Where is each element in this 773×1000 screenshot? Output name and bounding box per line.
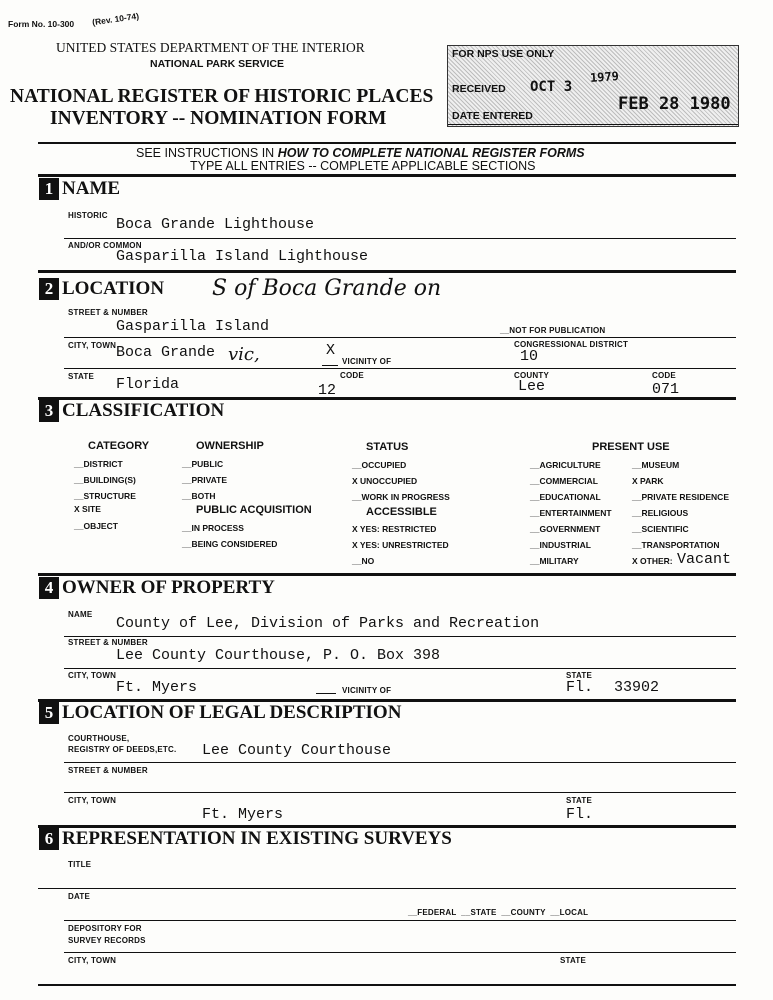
category-item: __DISTRICT xyxy=(74,459,123,469)
section-number: 6 xyxy=(39,828,59,850)
survey-city-label: CITY, TOWN xyxy=(68,956,117,965)
state-code-value: 12 xyxy=(318,382,337,399)
section-number: 1 xyxy=(39,178,59,200)
legal-state-label: STATE xyxy=(566,796,593,805)
owner-vicinity-label: VICINITY OF xyxy=(342,686,392,695)
present-use-item: X OTHER: xyxy=(632,556,673,566)
category-item: __OBJECT xyxy=(74,521,118,531)
present-use-item: __EDUCATIONAL xyxy=(530,492,601,502)
section-title: REPRESENTATION IN EXISTING SURVEYS xyxy=(62,828,452,849)
present-use-item: __AGRICULTURE xyxy=(530,460,601,470)
present-use-item: __GOVERNMENT xyxy=(530,524,601,534)
survey-date-label: DATE xyxy=(68,892,90,901)
acquisition-heading: PUBLIC ACQUISITION xyxy=(196,504,312,516)
present-use-item: __SCIENTIFIC xyxy=(632,524,689,534)
status-item: __WORK IN PROGRESS xyxy=(352,492,450,502)
survey-state-label: STATE xyxy=(560,956,587,965)
historic-value: Boca Grande Lighthouse xyxy=(116,216,315,233)
city-handwritten: vic, xyxy=(228,344,260,365)
section-classification-header xyxy=(39,400,224,422)
ownership-item: __PRIVATE xyxy=(182,475,228,485)
owner-state-value: Fl. xyxy=(566,679,594,696)
vicinity-mark: X xyxy=(326,342,336,359)
ownership-heading: OWNERSHIP xyxy=(196,440,264,452)
section-title: CLASSIFICATION xyxy=(62,400,225,421)
vicinity-label: VICINITY OF xyxy=(342,357,392,366)
ownership-item: __BOTH xyxy=(182,491,216,501)
present-use-item: __ENTERTAINMENT xyxy=(530,508,612,518)
form-title-line1: NATIONAL REGISTER OF HISTORIC PLACES xyxy=(10,86,434,107)
date-entered-label: DATE ENTERED xyxy=(452,110,533,122)
owner-street-value: Lee County Courthouse, P. O. Box 398 xyxy=(116,647,441,664)
received-label: RECEIVED xyxy=(452,83,506,95)
county-code-label: CODE xyxy=(652,371,676,380)
street-label: STREET & NUMBER xyxy=(68,308,148,317)
legal-city-value: Ft. Myers xyxy=(202,806,284,823)
section-number: 4 xyxy=(39,577,59,599)
city-value: Boca Grande xyxy=(116,344,216,361)
legal-city-label: CITY, TOWN xyxy=(68,796,117,805)
accessible-item: X YES: RESTRICTED xyxy=(352,524,437,534)
courthouse-value: Lee County Courthouse xyxy=(202,742,392,759)
accessible-item: __NO xyxy=(352,556,375,566)
city-label: CITY, TOWN xyxy=(68,341,117,350)
present-use-item: X PARK xyxy=(632,476,664,486)
section-title: OWNER OF PROPERTY xyxy=(62,577,275,598)
present-use-item: __TRANSPORTATION xyxy=(632,540,720,550)
owner-street-label: STREET & NUMBER xyxy=(68,638,148,647)
survey-title-label: TITLE xyxy=(68,860,92,869)
section-legal-header xyxy=(39,702,401,724)
accessible-item: X YES: UNRESTRICTED xyxy=(352,540,449,550)
department-name: UNITED STATES DEPARTMENT OF THE INTERIOR xyxy=(56,40,365,55)
legal-street-label: STREET & NUMBER xyxy=(68,766,148,775)
section-number: 2 xyxy=(39,278,59,300)
section-number: 3 xyxy=(39,400,59,422)
courthouse-label-line1: COURTHOUSE, xyxy=(68,734,130,743)
owner-zip-value: 33902 xyxy=(614,679,660,696)
other-use-value: Vacant xyxy=(677,551,732,568)
owner-city-label: CITY, TOWN xyxy=(68,671,117,680)
depository-label-line1: DEPOSITORY FOR xyxy=(68,924,142,933)
category-item: __BUILDING(S) xyxy=(74,475,136,485)
ownership-item: __PUBLIC xyxy=(182,459,224,469)
nps-box-label: FOR NPS USE ONLY xyxy=(452,48,555,60)
acquisition-item: __BEING CONSIDERED xyxy=(182,539,278,549)
congressional-district-value: 10 xyxy=(520,348,539,365)
present-use-item: __INDUSTRIAL xyxy=(530,540,591,550)
survey-levels: __FEDERAL __STATE __COUNTY __LOCAL xyxy=(408,908,589,917)
historic-label: HISTORIC xyxy=(68,211,108,220)
common-name-value: Gasparilla Island Lighthouse xyxy=(116,248,369,265)
street-value: Gasparilla Island xyxy=(116,318,270,335)
section-number: 5 xyxy=(39,702,59,724)
county-code-value: 071 xyxy=(652,381,680,398)
state-value: Florida xyxy=(116,376,180,393)
legal-state-value: Fl. xyxy=(566,806,594,823)
accessible-heading: ACCESSIBLE xyxy=(366,506,437,518)
present-use-heading: PRESENT USE xyxy=(592,441,670,453)
instructions-line2: TYPE ALL ENTRIES -- COMPLETE APPLICABLE SECTIONS xyxy=(190,159,536,173)
section-title: LOCATION xyxy=(62,278,165,299)
state-label: STATE xyxy=(68,372,95,381)
section-name-header xyxy=(39,178,120,200)
handwritten-location-note: S of Boca Grande on xyxy=(212,276,442,301)
present-use-item: __COMMERCIAL xyxy=(530,476,599,486)
category-item: __STRUCTURE xyxy=(74,491,136,501)
owner-city-value: Ft. Myers xyxy=(116,679,198,696)
section-location-header xyxy=(39,278,164,300)
entered-stamp: FEB 28 1980 xyxy=(618,94,731,114)
section-title: LOCATION OF LEGAL DESCRIPTION xyxy=(62,702,402,723)
section-owner-header xyxy=(39,577,275,599)
instructions-line1 xyxy=(136,146,585,160)
instructions-prefix: SEE INSTRUCTIONS IN xyxy=(136,146,278,160)
not-for-publication: __NOT FOR PUBLICATION xyxy=(500,326,606,335)
present-use-item: __PRIVATE RESIDENCE xyxy=(632,492,729,502)
status-item: X UNOCCUPIED xyxy=(352,476,418,486)
instructions-italic: HOW TO COMPLETE NATIONAL REGISTER FORMS xyxy=(277,146,585,160)
form-number: Form No. 10-300 xyxy=(8,19,75,29)
present-use-item: __MUSEUM xyxy=(632,460,680,470)
category-heading: CATEGORY xyxy=(88,440,150,452)
category-item: X SITE xyxy=(74,504,101,514)
congressional-district-label: CONGRESSIONAL DISTRICT xyxy=(514,340,629,349)
owner-state-label: STATE xyxy=(566,671,593,680)
status-heading: STATUS xyxy=(366,441,409,453)
county-label: COUNTY xyxy=(514,371,549,380)
county-value: Lee xyxy=(518,378,546,395)
section-surveys-header xyxy=(39,828,452,850)
courthouse-label-line2: REGISTRY OF DEEDS,ETC. xyxy=(68,745,177,754)
form-revision: (Rev. 10-74) xyxy=(91,10,140,28)
status-item: __OCCUPIED xyxy=(352,460,407,470)
depository-label-line2: SURVEY RECORDS xyxy=(68,936,146,945)
owner-name-label: NAME xyxy=(68,610,93,619)
present-use-item: __MILITARY xyxy=(530,556,579,566)
section-title: NAME xyxy=(62,178,121,199)
received-stamp: OCT 3 xyxy=(530,79,573,95)
service-name: NATIONAL PARK SERVICE xyxy=(150,58,284,70)
present-use-item: __RELIGIOUS xyxy=(632,508,689,518)
nps-use-only-box xyxy=(447,45,739,127)
common-name-label: AND/OR COMMON xyxy=(68,241,142,250)
received-year: 1979 xyxy=(589,69,620,85)
owner-name-value: County of Lee, Division of Parks and Recreation xyxy=(116,615,540,632)
acquisition-item: __IN PROCESS xyxy=(182,523,244,533)
state-code-label: CODE xyxy=(340,371,364,380)
form-title-line2: INVENTORY -- NOMINATION FORM xyxy=(50,108,387,129)
